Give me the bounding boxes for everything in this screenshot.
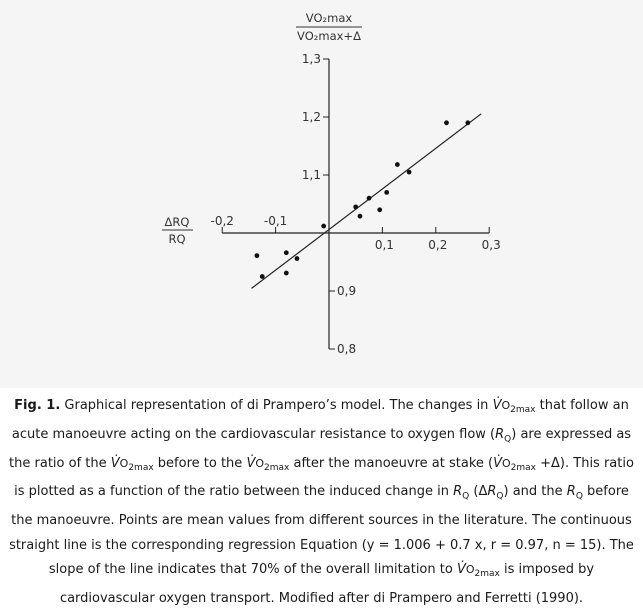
x-axis-label-denominator: RQ [168,232,186,246]
x-tick-label: 0,1 [374,238,394,252]
data-point [377,207,382,212]
y-tick-label: 1,2 [301,110,321,124]
x-tick-label: 0,3 [481,238,501,252]
regression-line [252,114,482,289]
x-axis-label-numerator: ΔRQ [164,215,190,229]
tick-marks [222,59,489,349]
data-point [384,190,389,195]
y-axis-label-denominator: VO₂max+Δ [297,29,361,43]
figure-caption [4,394,639,611]
regression-layer [252,114,482,289]
data-point [295,256,300,261]
data-point [367,196,372,201]
figure-label: Fig. 1. [14,398,61,413]
data-point [353,205,358,210]
data-point [260,274,265,279]
x-tick-label: 0,2 [428,238,448,252]
y-tick-label: 1,3 [301,52,321,66]
data-point [358,214,363,219]
data-point [255,253,260,258]
data-point [284,271,289,276]
x-tick-label: -0,2 [210,214,234,228]
y-tick-label: 1,1 [301,168,321,182]
data-point [407,170,412,175]
tick-labels [210,52,500,356]
y-tick-label: 0,8 [337,342,357,356]
data-points [255,120,471,279]
axis-labels [162,11,362,246]
data-point [465,120,470,125]
x-tick-label: -0,1 [263,214,288,228]
data-point [444,120,449,125]
axes [222,59,489,349]
data-point [395,162,400,167]
data-point [284,250,289,255]
y-axis-label-numerator: VO₂max [305,11,353,25]
data-point [321,224,326,229]
y-tick-label: 0,9 [337,284,357,298]
caption-body: Graphical representation of di Prampero’s model. The changes in $V̇O_{2max}$ that follow an acute manoeuvre acting on the cardiovascular resistance to oxygen flow $(R_Q)$ are expressed as the ratio of the $V̇O_{2max}$ before to the $V̇O_{2max}$ after the manoeuvre at stake $(V̇O_{2max} +\Delta)$. This ratio is plotted as a function of the ratio between the induced change in $R_Q$ $(\Delta R_Q)$ and the $R_Q$ before the manoeuvre. Points are mean values from different sources in the literature. The continuous straight line is the corresponding regression Equation (y = 1.006 + 0.7 x, r = 0.97, n = 15). The slope of the line indicates that 70% of the overall limitation to $V̇O_{2max}$ is imposed by cardiovascular oxygen transport. Modified after di Prampero and Ferretti (1990). [9,398,634,606]
